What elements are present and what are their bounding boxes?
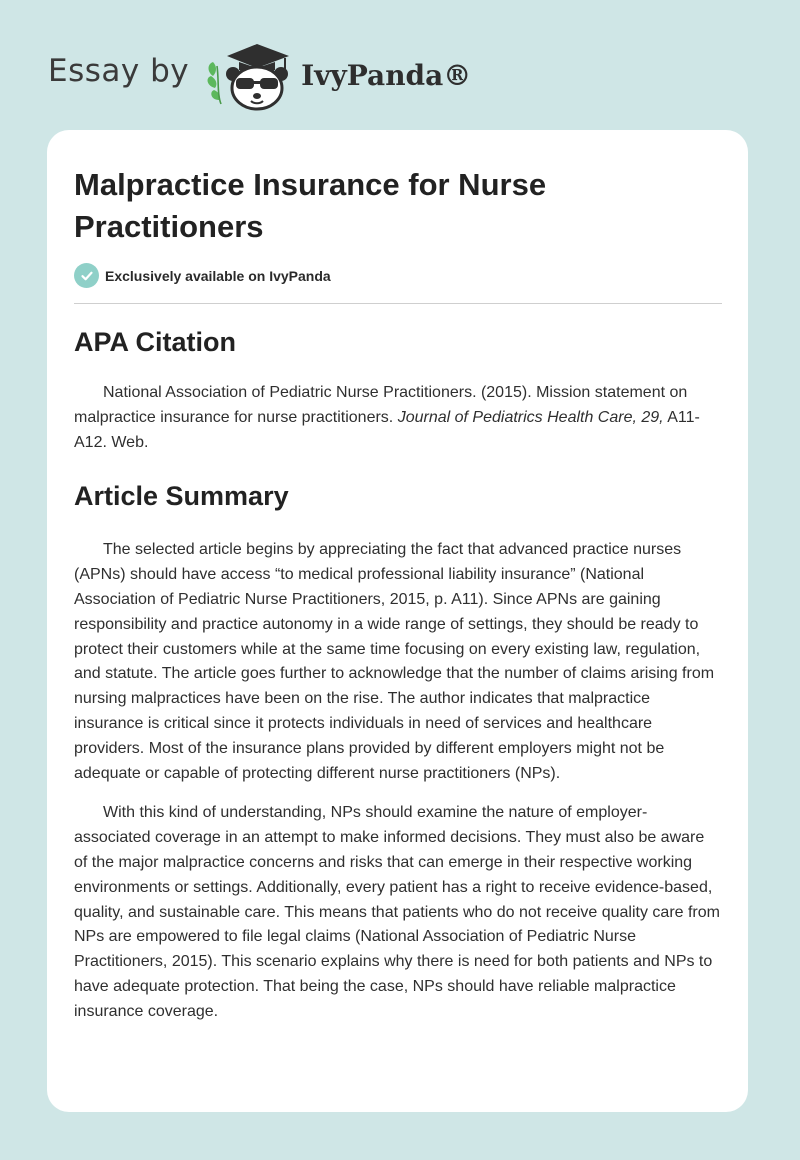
- panda-graduate-logo-icon: [203, 36, 295, 112]
- brand-prefix: Essay by: [48, 53, 190, 89]
- summary-paragraph-2: With this kind of understanding, NPs should examine the nature of employer-associated coverage in an attempt to make informed decisions. They must also be aware of the major malpractice concerns and risks that can emerge in their respective working environments or settings. Additionally, every patient has a right to receive evidence-based, quality, and sustainable care. This means that patients who do not receive quality care from NPs are empowered to file legal claims (National Association of Pediatric Nurse Practitioners, 2015). This scenario explains why there is need for both patients and NPs to have adequate protection. That being the case, NPs should have reliable malpractice insurance coverage.: [74, 804, 720, 1020]
- exclusive-badge: [74, 263, 331, 288]
- apa-citation-heading: APA Citation: [74, 327, 236, 357]
- exclusive-badge-label: Exclusively available on IvyPanda: [105, 267, 331, 284]
- page-title: Malpractice Insurance for Nurse Practitioners: [74, 167, 547, 244]
- essay-card: [47, 130, 748, 1112]
- citation-text-end: A11-A12. Web.: [74, 408, 700, 451]
- divider: [74, 303, 722, 304]
- article-summary-heading: Article Summary: [74, 481, 289, 512]
- brand-name: IvyPanda®: [301, 58, 472, 92]
- citation-journal: Journal of Pediatrics Health Care, 29,: [397, 408, 664, 426]
- brand-header: [48, 36, 471, 112]
- summary-paragraph-1: The selected article begins by appreciating the fact that advanced practice nurses (APNs) should have access “to medical professional liability insurance” (National Association of Pediatric Nurse Practitioners, 2015, p. A11). Since APNs are gaining responsibility and practice autonomy in a wide range of settings, they should be ready to protect their customers while at the same time focusing on every existing law, regulation, and statute. The article goes further to acknowledge that the number of claims arising from nursing malpractices have been on the rise. The author indicates that malpractice insurance is critical since it protects individuals in need of services and healthcare providers. Most of the insurance plans provided by different employers might not be adequate or capable of protecting different nurse practitioners (NPs).: [74, 541, 715, 782]
- check-circle-icon: [74, 263, 99, 288]
- essay-content: [74, 324, 722, 1025]
- citation-text-start: National Association of Pediatric Nurse Practitioners. (2015). Mission statement on malpractice insurance for nurse practitioners.: [74, 384, 688, 426]
- apa-citation-text: [74, 381, 722, 455]
